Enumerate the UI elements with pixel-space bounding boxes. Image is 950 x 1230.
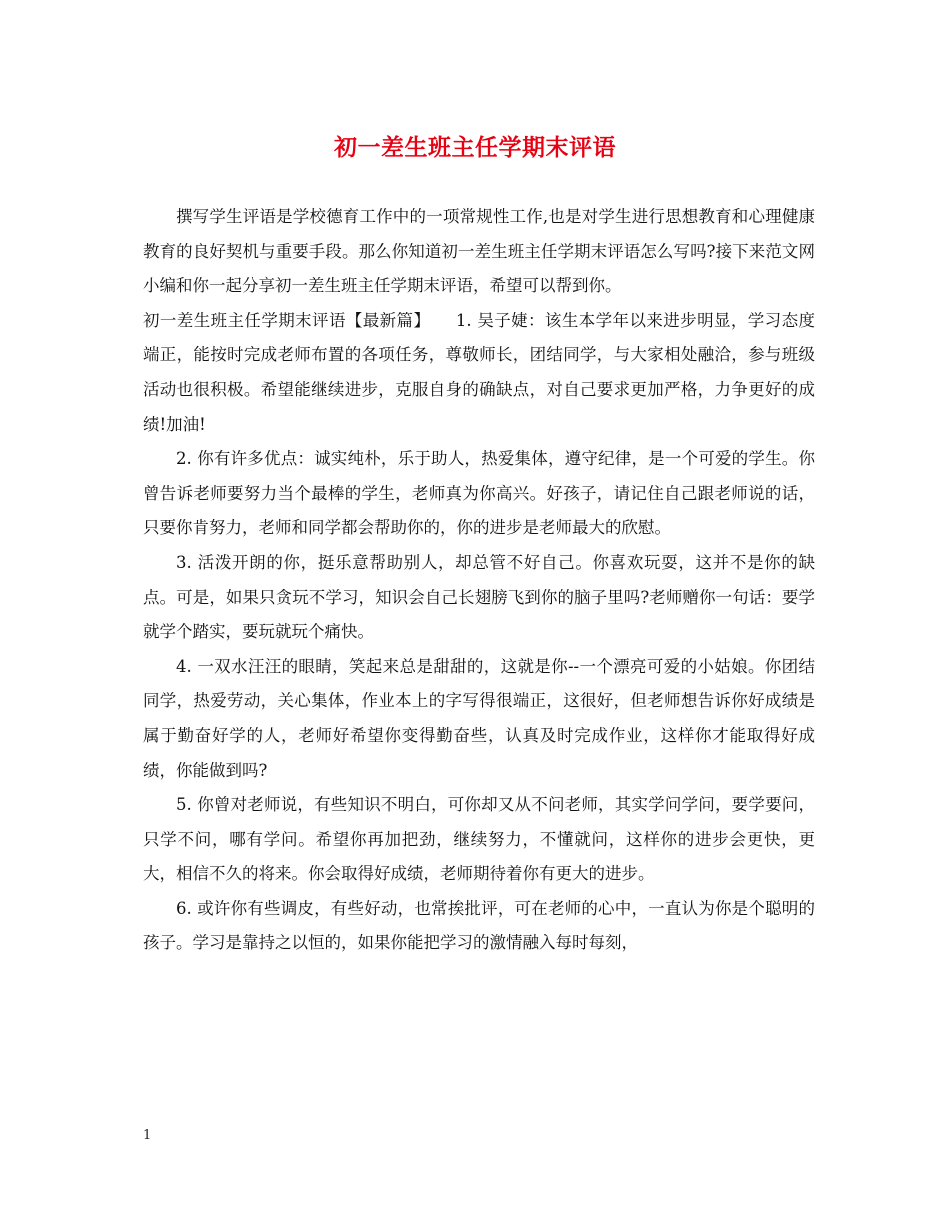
comment-paragraph-4: 4. 一双水汪汪的眼睛，笑起来总是甜甜的，这就是你--一个漂亮可爱的小姑娘。你团结同学，热爱劳动，关心集体，作业本上的字写得很端正，这很好，但老师想告诉你好成绩是属于勤奋好学的人，老师好希望你变得勤奋些，认真及时完成作业，这样你才能取得好成绩，你能做到吗?: [143, 656, 815, 780]
comment-paragraph-3: 3. 活泼开朗的你，挺乐意帮助别人，却总管不好自己。你喜欢玩耍，这并不是你的缺点。可是，如果只贪玩不学习，知识会自己长翅膀飞到你的脑子里吗?老师赠你一句话：要学就学个踏实，要玩就玩个痛快。: [143, 552, 815, 642]
comment-paragraph-1: 初一差生班主任学期末评语【最新篇】 1. 吴子婕：该生本学年以来进步明显，学习态度端正，能按时完成老师布置的各项任务，尊敬师长，团结同学，与大家相处融洽，参与班级活动也很积极。希望能继续进步，克服自身的确缺点，对自己要求更加严格，力争更好的成绩!加油!: [143, 310, 815, 434]
comment-paragraph-2: 2. 你有许多优点：诚实纯朴，乐于助人，热爱集体，遵守纪律，是一个可爱的学生。你曾告诉老师要努力当个最棒的学生，老师真为你高兴。好孩子，请记住自己跟老师说的话，只要你肯努力，老师和同学都会帮助你的，你的进步是老师最大的欣慰。: [143, 449, 815, 538]
page-number: 1: [143, 1128, 152, 1143]
document-body: [143, 200, 815, 961]
intro-paragraph: 撰写学生评语是学校德育工作中的一项常规性工作,也是对学生进行思想教育和心理健康教育的良好契机与重要手段。那么你知道初一差生班主任学期末评语怎么写吗?接下来范文网小编和你一起分享初一差生班主任学期末评语，希望可以帮到你。: [143, 207, 815, 296]
comment-paragraph-5: 5. 你曾对老师说，有些知识不明白，可你却又从不问老师，其实学问学问，要学要问，只学不问，哪有学问。希望你再加把劲，继续努力，不懂就问，这样你的进步会更快，更大，相信不久的将来。你会取得好成绩，老师期待着你有更大的进步。: [143, 795, 815, 884]
comment-paragraph-6: 6. 或许你有些调皮，有些好动，也常挨批评，可在老师的心中，一直认为你是个聪明的孩子。学习是靠持之以恒的，如果你能把学习的激情融入每时每刻，: [143, 898, 815, 953]
document-title: 初一差生班主任学期末评语: [334, 134, 616, 161]
